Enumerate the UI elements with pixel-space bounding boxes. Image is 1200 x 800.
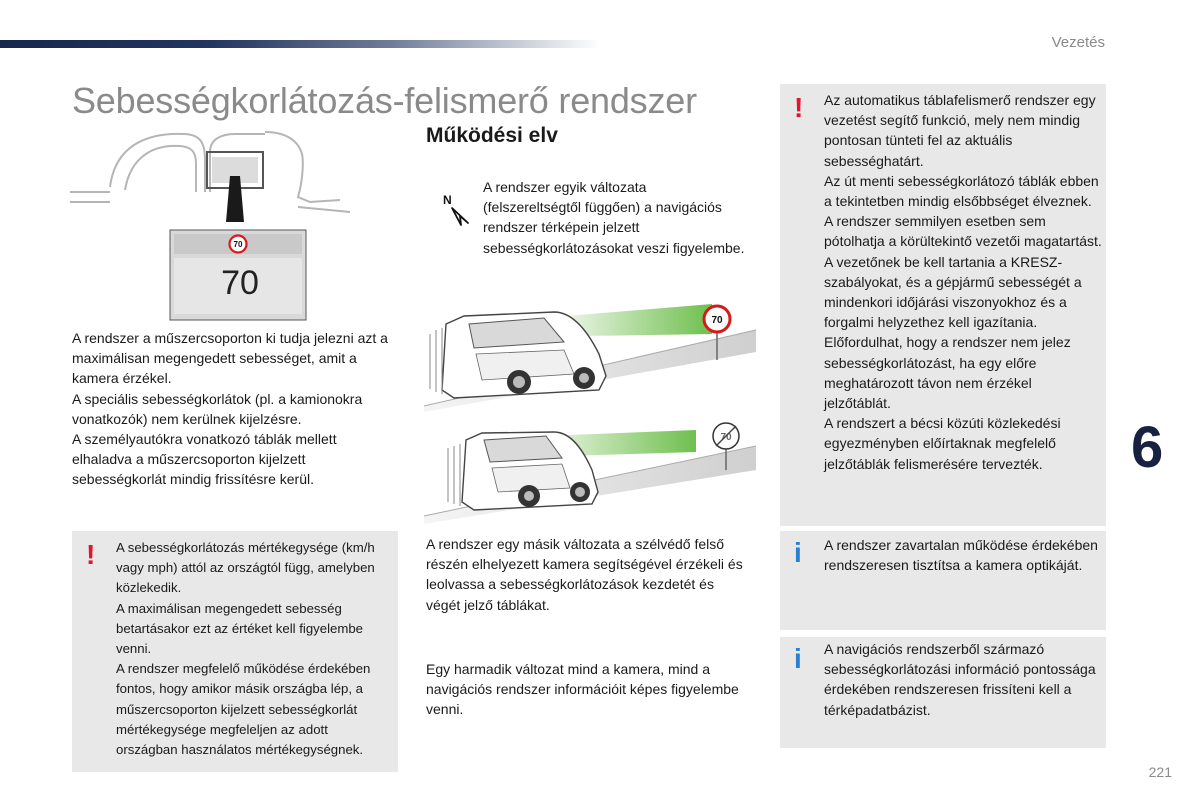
paragraph: A rendszer a műszercsoporton ki tudja jelezni azt a maximálisan megengedett sebességet, amit a kamera érzékel. bbox=[72, 330, 388, 387]
info-text: A rendszer zavartalan működése érdekében rendszeresen tisztítsa a kamera optikáját. bbox=[824, 537, 1098, 574]
warning-exclamation-icon: ! bbox=[794, 92, 804, 123]
warning-paragraph: A maximálisan megengedett sebesség betartásakor ezt az értéket kell figyelembe venni. bbox=[116, 600, 364, 657]
header-gradient-bar bbox=[0, 40, 600, 48]
combined-variant-text: Egy harmadik változat mind a kamera, mind a navigációs rendszer információit képes figyelembe venni. bbox=[426, 661, 739, 718]
warning-box-units bbox=[72, 531, 398, 772]
section-subheading: Működési elv bbox=[426, 124, 558, 147]
left-intro-text bbox=[72, 328, 398, 490]
info-text: A navigációs rendszerből származó sebességkorlátozási információ pontossága érdekében rendszeresen frissíteni kell a térképadatbázist. bbox=[824, 641, 1096, 718]
info-i-icon: i bbox=[794, 643, 802, 674]
warning-paragraph: Az automatikus táblafelismerő rendszer egy vezetést segítő funkció, mely nem mindig pontosan tünteti fel az aktuális sebességhatárt. bbox=[824, 92, 1096, 169]
camera-variant-text: A rendszer egy másik változata a szélvédő felső részén elhelyezett kamera segítségével érzékeli és leolvassa a sebességkorlátozások kezdetét és végét jelző táblákat. bbox=[426, 536, 743, 613]
dashboard-display-illustration bbox=[70, 122, 410, 322]
svg-text:N: N bbox=[443, 193, 452, 207]
warning-paragraph: A vezetőnek be kell tartania a KRESZ-szabályokat, és a gépjármű sebességét a mindenkori időjárási viszonyokhoz és a forgalmi helyzethez kell igazítania. bbox=[824, 253, 1082, 331]
van-camera-illustration-2 bbox=[424, 416, 756, 524]
info-box-map-update bbox=[780, 637, 1106, 748]
warning-paragraph: A sebességkorlátozás mértékegysége (km/h vagy mph) attól az országtól függ, amelyben közlekedik. bbox=[116, 540, 375, 596]
dashboard-speed-value: 70 bbox=[221, 264, 259, 302]
section-label: Vezetés bbox=[1051, 34, 1105, 51]
warning-paragraph: A rendszert a bécsi közúti közlekedési egyezményben előírtaknak megfelelő jelzőtáblák felismerésére tervezték. bbox=[824, 415, 1061, 472]
warning-exclamation-icon: ! bbox=[86, 539, 96, 570]
warning-box-system bbox=[780, 84, 1106, 526]
road-sign-end-value: 70 bbox=[720, 432, 732, 443]
warning-paragraph: A rendszer semmilyen esetben sem pótolhatja a körültekintő vezetői magatartást. bbox=[824, 213, 1102, 250]
chapter-number: 6 bbox=[1131, 415, 1164, 480]
info-i-icon: i bbox=[794, 537, 802, 568]
nav-variant-text: A rendszer egyik változata (felszereltségtől függően) a navigációs rendszer térképein jelzett sebességkorlátozásokat veszi figyelembe. bbox=[483, 179, 745, 256]
paragraph: A speciális sebességkorlátok (pl. a kamionokra vonatkozók) nem kerülnek kijelzésre. bbox=[72, 390, 363, 427]
road-sign-value: 70 bbox=[711, 315, 723, 326]
info-box-camera-cleaning bbox=[780, 531, 1106, 630]
dashboard-sign-value: 70 bbox=[233, 240, 243, 249]
warning-paragraph: Az út menti sebességkorlátozó táblák ebben a tekintetben mindig elsőbbséget élveznek. bbox=[824, 172, 1099, 210]
page-title: Sebességkorlátozás-felismerő rendszer bbox=[72, 80, 697, 121]
van-camera-illustration-1 bbox=[424, 294, 756, 412]
page-number: 221 bbox=[1148, 764, 1172, 780]
paragraph: A személyautókra vonatkozó táblák mellett elhaladva a műszercsoporton kijelzett sebességkorlát mindig frissítésre kerül. bbox=[72, 431, 337, 488]
warning-paragraph: A rendszer megfelelő működése érdekében fontos, hogy amikor másik országba lép, a műszercsoporton kijelzett sebességkorlát mértékegysége megfeleljen az adott országban használatos mértékegységnek. bbox=[116, 661, 371, 758]
navigation-arrow-icon bbox=[440, 192, 470, 226]
warning-paragraph: Előfordulhat, hogy a rendszer nem jelez sebességkorlátozást, ha egy előre meghatározott távon nem érzékel jelzőtáblát. bbox=[824, 334, 1071, 412]
